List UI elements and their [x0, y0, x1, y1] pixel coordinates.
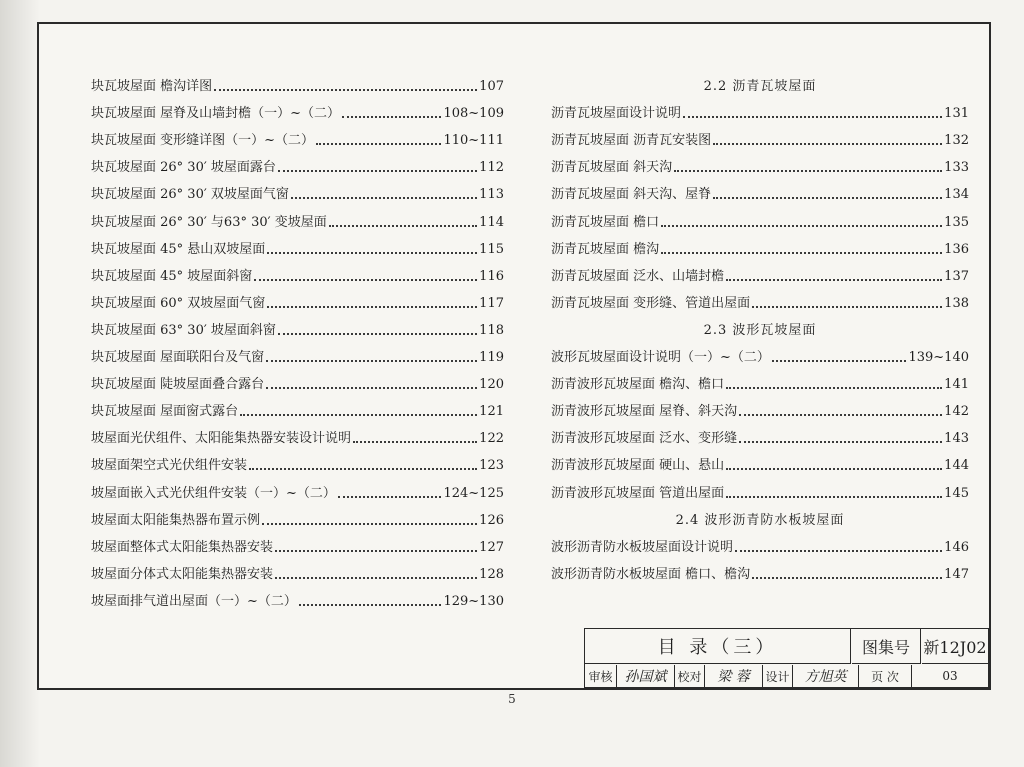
- toc-entry-title: 沥青瓦坡屋面 檐沟: [551, 242, 660, 257]
- toc-entry: [91, 457, 504, 474]
- toc-entry-page: 117: [479, 296, 504, 311]
- toc-entry-page: 143: [944, 431, 969, 446]
- toc-entry-title: 沥青瓦坡屋面 斜天沟、屋脊: [551, 187, 712, 202]
- toc-dot-leader: [338, 496, 442, 498]
- toc-entry-title: 块瓦坡屋面 陡坡屋面叠合露台: [91, 377, 265, 392]
- toc-entry-page: 114: [479, 215, 504, 230]
- toc-entry-title: 块瓦坡屋面 45° 坡屋面斜窗: [91, 269, 253, 284]
- toc-entry: [91, 241, 504, 258]
- toc-entry-page: 137: [944, 269, 969, 284]
- toc-entry-page: 120: [479, 377, 504, 392]
- page-binding-shadow: [0, 0, 40, 767]
- toc-entry: [551, 566, 969, 583]
- toc-entry-title: 沥青瓦坡屋面设计说明: [551, 106, 682, 121]
- toc-entry-title: 坡屋面光伏组件、太阳能集热器安装设计说明: [91, 431, 352, 446]
- toc-entry: [91, 105, 504, 122]
- toc-entry-page: 124~125: [443, 486, 504, 501]
- toc-entry: [91, 132, 504, 149]
- toc-entry-page: 142: [944, 404, 969, 419]
- toc-entry-page: 134: [944, 187, 969, 202]
- toc-entry-page: 123: [479, 458, 504, 473]
- toc-entry-title: 块瓦坡屋面 63° 30′ 坡屋面斜窗: [91, 323, 276, 338]
- toc-dot-leader: [726, 279, 942, 281]
- toc-entry: [91, 430, 504, 447]
- atlas-number-label: 图集号: [852, 629, 921, 664]
- toc-dot-leader: [735, 550, 942, 552]
- toc-dot-leader: [214, 89, 477, 91]
- toc-entry-page: 133: [944, 160, 969, 175]
- toc-dot-leader: [267, 252, 477, 254]
- toc-entry-title: 沥青波形瓦坡屋面 檐沟、檐口: [551, 377, 725, 392]
- page-value: 03: [942, 669, 958, 683]
- toc-entry-title: 沥青波形瓦坡屋面 硬山、悬山: [551, 458, 725, 473]
- toc-entry-title: 块瓦坡屋面 26° 30′ 与63° 30′ 变坡屋面: [91, 215, 327, 230]
- toc-entry: [91, 186, 504, 203]
- toc-dot-leader: [739, 441, 942, 443]
- toc-entry-title: 块瓦坡屋面 屋面窗式露台: [91, 404, 239, 419]
- toc-dot-leader: [713, 143, 942, 145]
- toc-entry-title: 块瓦坡屋面 60° 双坡屋面气窗: [91, 296, 266, 311]
- toc-entry: [91, 322, 504, 339]
- toc-entry: [91, 512, 504, 529]
- toc-entry-title: 沥青瓦坡屋面 斜天沟: [551, 160, 673, 175]
- toc-entry: [551, 295, 969, 312]
- toc-entry: [91, 268, 504, 285]
- page-number: 5: [508, 692, 516, 706]
- toc-entry: [91, 349, 504, 366]
- design-label: 设计: [763, 665, 793, 687]
- toc-dot-leader: [353, 441, 477, 443]
- toc-entry-page: 110~111: [443, 133, 504, 148]
- toc-entry: [91, 566, 504, 583]
- review-label: 审核: [585, 665, 617, 687]
- toc-entry: [551, 214, 969, 231]
- toc-entry: [551, 430, 969, 447]
- toc-entry: [551, 539, 969, 556]
- toc-entry-page: 139~140: [908, 350, 969, 365]
- toc-entry: [551, 268, 969, 285]
- toc-entry: [551, 241, 969, 258]
- toc-dot-leader: [726, 496, 942, 498]
- toc-dot-leader: [739, 414, 942, 416]
- design-signature: 方旭英: [793, 665, 859, 687]
- toc-entry: [91, 485, 504, 502]
- toc-entry-title: 块瓦坡屋面 26° 30′ 双坡屋面气窗: [91, 187, 289, 202]
- toc-dot-leader: [342, 116, 441, 118]
- toc-entry-title: 块瓦坡屋面 檐沟详图: [91, 79, 213, 94]
- toc-entry-page: 136: [944, 242, 969, 257]
- toc-entry-title: 坡屋面整体式太阳能集热器安装: [91, 540, 274, 555]
- review-signature: 孙国斌: [617, 665, 675, 687]
- toc-entry-title: 坡屋面太阳能集热器布置示例: [91, 513, 261, 528]
- toc-entry: [91, 159, 504, 176]
- toc-entry: [91, 539, 504, 556]
- toc-dot-leader: [299, 604, 442, 606]
- toc-dot-leader: [316, 143, 441, 145]
- toc-entry-title: 块瓦坡屋面 屋面联阳台及气窗: [91, 350, 265, 365]
- toc-entry-page: 118: [479, 323, 504, 338]
- toc-dot-leader: [267, 306, 477, 308]
- toc-entry: [91, 403, 504, 420]
- toc-entry-page: 116: [479, 269, 504, 284]
- toc-entry-title: 坡屋面分体式太阳能集热器安装: [91, 567, 274, 582]
- toc-entry-title: 波形沥青防水板坡屋面设计说明: [551, 540, 734, 555]
- toc-entry-page: 108~109: [443, 106, 504, 121]
- toc-entry: [551, 132, 969, 149]
- toc-entry: [551, 186, 969, 203]
- toc-entry-title: 沥青波形瓦坡屋面 泛水、变形缝: [551, 431, 738, 446]
- title-block-signature-row: [585, 665, 988, 687]
- toc-entry-page: 141: [944, 377, 969, 392]
- toc-entry: [91, 295, 504, 312]
- toc-dot-leader: [275, 550, 477, 552]
- toc-entry-title: 块瓦坡屋面 变形缝详图（一）~（二）: [91, 133, 315, 148]
- toc-entry-page: 132: [944, 133, 969, 148]
- toc-entry-title: 块瓦坡屋面 屋脊及山墙封檐（一）~（二）: [91, 106, 341, 121]
- toc-entry-page: 119: [479, 350, 504, 365]
- toc-entry: [91, 376, 504, 393]
- page-label: 页 次: [859, 665, 912, 687]
- section-heading: 2.4 波形沥青防水板坡屋面: [675, 513, 845, 528]
- toc-entry: [551, 105, 969, 122]
- toc-dot-leader: [752, 306, 942, 308]
- toc-entry: [551, 403, 969, 420]
- toc-entry-title: 波形沥青防水板坡屋面 檐口、檐沟: [551, 567, 751, 582]
- toc-entry-title: 沥青瓦坡屋面 泛水、山墙封檐: [551, 269, 725, 284]
- toc-entry: [551, 349, 969, 366]
- toc-entry-page: 127: [479, 540, 504, 555]
- toc-entry-title: 沥青波形瓦坡屋面 屋脊、斜天沟: [551, 404, 738, 419]
- toc-entry-page: 121: [479, 404, 504, 419]
- toc-dot-leader: [661, 252, 942, 254]
- toc-dot-leader: [266, 360, 477, 362]
- toc-entry-title: 坡屋面嵌入式光伏组件安装（一）~（二）: [91, 486, 336, 501]
- toc-entry-page: 122: [479, 431, 504, 446]
- toc-entry-page: 145: [944, 486, 969, 501]
- toc-entry-page: 107: [479, 79, 504, 94]
- toc-entry-page: 126: [479, 513, 504, 528]
- toc-entry-page: 115: [479, 242, 504, 257]
- toc-entry-page: 113: [479, 187, 504, 202]
- toc-entry-page: 112: [479, 160, 504, 175]
- toc-entry: [551, 159, 969, 176]
- toc-entry-page: 146: [944, 540, 969, 555]
- toc-dot-leader: [772, 360, 907, 362]
- toc-entry-title: 沥青瓦坡屋面 沥青瓦安装图: [551, 133, 712, 148]
- toc-entry-page: 128: [479, 567, 504, 582]
- toc-dot-leader: [275, 577, 477, 579]
- toc-entry: [551, 485, 969, 502]
- toc-entry-title: 坡屋面排气道出屋面（一）~（二）: [91, 594, 297, 609]
- toc-dot-leader: [713, 197, 942, 199]
- toc-dot-leader: [661, 225, 942, 227]
- toc-entry-page: 135: [944, 215, 969, 230]
- toc-entry-page: 138: [944, 296, 969, 311]
- toc-dot-leader: [278, 333, 477, 335]
- toc-dot-leader: [674, 170, 942, 172]
- toc-entry-title: 块瓦坡屋面 45° 悬山双坡屋面: [91, 242, 266, 257]
- toc-dot-leader: [254, 279, 477, 281]
- toc-entry: [91, 78, 504, 95]
- toc-entry-title: 块瓦坡屋面 26° 30′ 坡屋面露台: [91, 160, 276, 175]
- toc-entry: [91, 593, 504, 610]
- drawing-frame: [37, 22, 991, 690]
- title-block-title: 目 录（三）: [585, 629, 851, 664]
- toc-dot-leader: [752, 577, 942, 579]
- toc-dot-leader: [262, 523, 477, 525]
- toc-dot-leader: [726, 387, 942, 389]
- toc-entry-page: 131: [944, 106, 969, 121]
- toc-entry-title: 波形瓦坡屋面设计说明（一）~（二）: [551, 350, 770, 365]
- toc-entry-title: 沥青波形瓦坡屋面 管道出屋面: [551, 486, 725, 501]
- toc-entry-page: 147: [944, 567, 969, 582]
- toc-dot-leader: [266, 387, 477, 389]
- toc-entry: [91, 214, 504, 231]
- toc-entry-page: 129~130: [443, 594, 504, 609]
- atlas-number: 新12J02: [922, 629, 988, 664]
- toc-dot-leader: [683, 116, 942, 118]
- section-heading: 2.2 沥青瓦坡屋面: [703, 79, 817, 94]
- toc-dot-leader: [240, 414, 477, 416]
- title-block: [584, 628, 989, 688]
- toc-entry: [551, 457, 969, 474]
- toc-dot-leader: [291, 197, 477, 199]
- section-heading: 2.3 波形瓦坡屋面: [703, 323, 817, 338]
- toc-dot-leader: [329, 225, 477, 227]
- check-signature: 梁 蓉: [705, 665, 763, 687]
- toc-entry-page: 144: [944, 458, 969, 473]
- toc-entry-title: 坡屋面架空式光伏组件安装: [91, 458, 248, 473]
- toc-dot-leader: [249, 468, 477, 470]
- check-label: 校对: [675, 665, 705, 687]
- toc-entry-title: 沥青瓦坡屋面 檐口: [551, 215, 660, 230]
- toc-dot-leader: [278, 170, 477, 172]
- toc-dot-leader: [726, 468, 942, 470]
- toc-entry: [551, 376, 969, 393]
- toc-entry-title: 沥青瓦坡屋面 变形缝、管道出屋面: [551, 296, 751, 311]
